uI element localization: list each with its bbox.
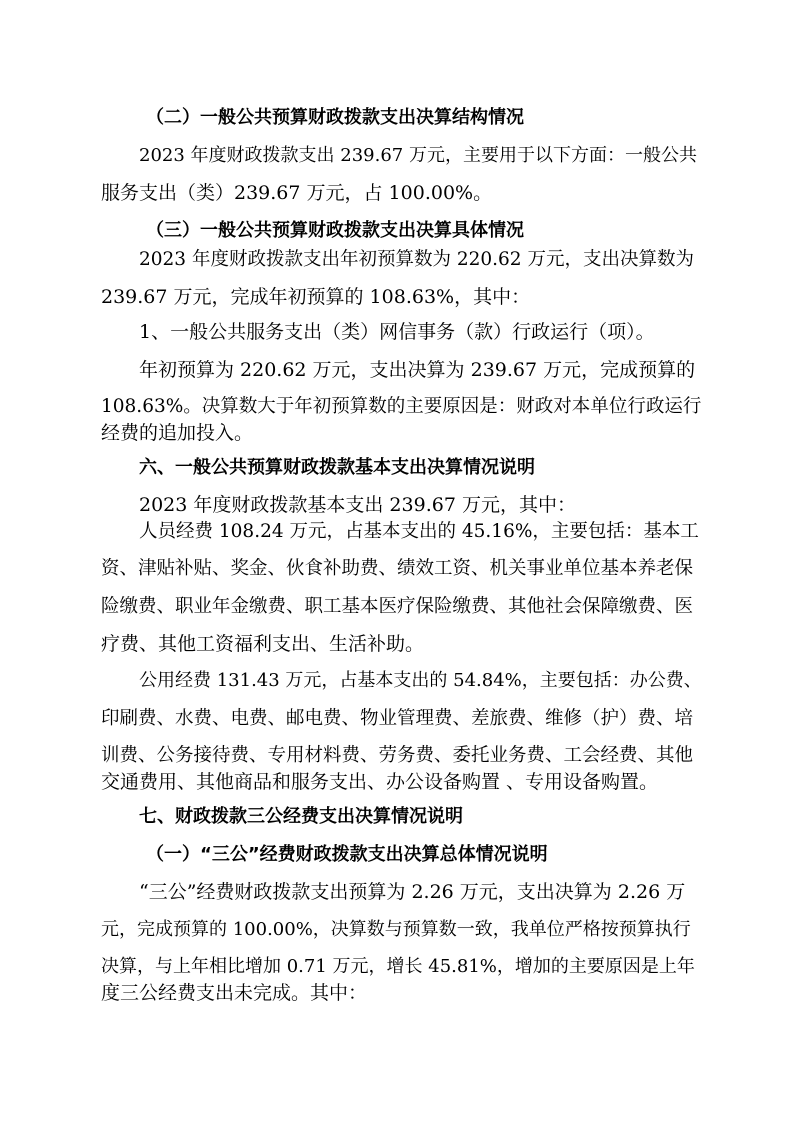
paragraph-line: 交通费用、其他商品和服务支出、办公设备购置 、专用设备购置。 [101,771,659,793]
paragraph-line: 疗费、其他工资福利支出、生活补助。 [101,633,425,655]
paragraph-line: 公用经费 131.43 万元，占基本支出的 54.84%，主要包括：办公费、 [139,670,702,691]
heading-section-six: 六、一般公共预算财政拨款基本支出决算情况说明 [139,457,535,478]
paragraph-line: 2023 年度财政拨款支出 239.67 万元，主要用于以下方面：一般公共 [139,145,697,166]
paragraph-line: 印刷费、水费、电费、邮电费、物业管理费、差旅费、维修（护）费、培 [101,708,694,729]
paragraph-line: 元，完成预算的 100.00%，决算数与预算数一致，我单位严格按预算执行 [101,919,691,940]
paragraph-line: 年初预算为 220.62 万元，支出决算为 239.67 万元，完成预算的 [139,359,696,381]
paragraph-line: 1、一般公共服务支出（类）网信事务（款）行政运行（项）。 [139,321,655,343]
paragraph-line: 人员经费 108.24 万元，占基本支出的 45.16%，主要包括：基本工 [139,521,699,542]
paragraph-line: “三公”经费财政拨款支出预算为 2.26 万元，支出决算为 2.26 万 [139,881,686,903]
heading-structure: （二）一般公共预算财政拨款支出决算结构情况 [146,107,524,128]
paragraph-line: 2023 年度财政拨款支出年初预算数为 220.62 万元，支出决算数为 [139,249,694,270]
paragraph-line: 资、津贴补贴、奖金、伙食补助费、绩效工资、机关事业单位基本养老保 [101,558,694,579]
heading-section-seven: 七、财政拨款三公经费支出决算情况说明 [139,806,463,827]
paragraph-line: 度三公经费支出未完成。其中： [101,982,368,1004]
paragraph-line: 险缴费、职业年金缴费、职工基本医疗保险缴费、其他社会保障缴费、医 [101,596,694,617]
paragraph-line: 经费的追加投入。 [101,422,254,444]
paragraph-line: 服务支出（类）239.67 万元，占 100.00%。 [101,182,493,204]
paragraph-line: 决算，与上年相比增加 0.71 万元，增长 45.81%，增加的主要原因是上年 [101,956,695,977]
heading-three-public-overall: （一）“三公”经费财政拨款支出决算总体情况说明 [146,844,548,865]
paragraph-line: 训费、公务接待费、专用材料费、劳务费、委托业务费、工会经费、其他 [101,745,694,766]
paragraph-line: 108.63%。决算数大于年初预算数的主要原因是：财政对本单位行政运行 [101,396,702,417]
paragraph-line: 2023 年度财政拨款基本支出 239.67 万元，其中： [139,494,576,516]
paragraph-line: 239.67 万元，完成年初预算的 108.63%，其中： [101,286,531,308]
heading-detail: （三）一般公共预算财政拨款支出决算具体情况 [146,220,524,241]
